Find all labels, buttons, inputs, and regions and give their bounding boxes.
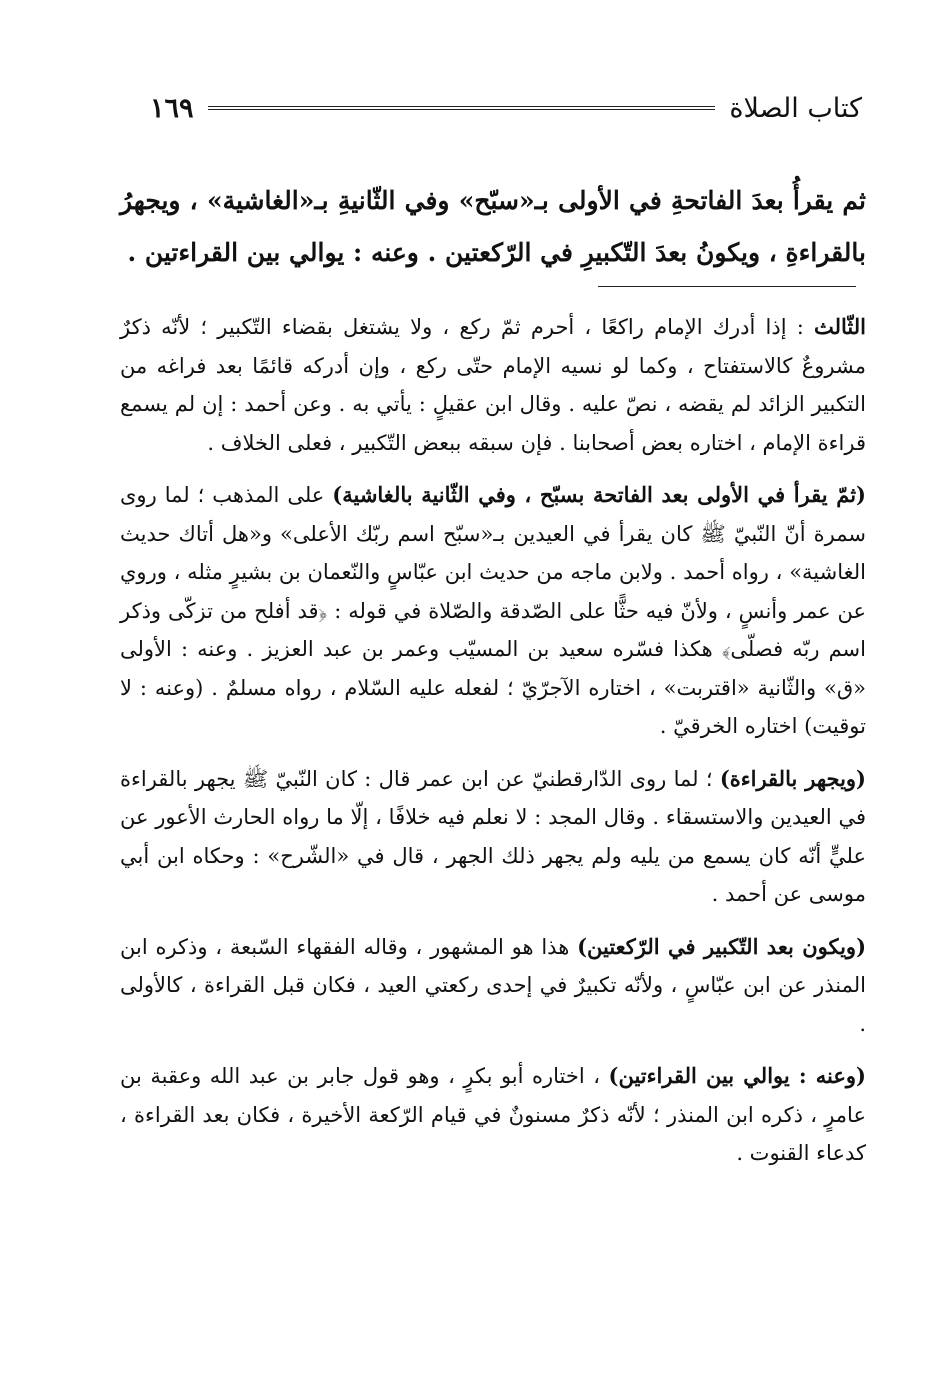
commentary-paragraph xyxy=(120,308,866,462)
paragraph-lead: الثّالث xyxy=(814,314,866,339)
commentary-paragraph xyxy=(120,760,866,914)
paragraph-text: ؛ لما روى الدّارقطنيّ عن ابن عمر قال : كان النّبيّ ﷺ يجهر بالقراءة في العيدين والاستسقاء . وقال المجد : لا نعلم فيه خلافًا ، إلّا ما رواه الحارث الأعور عن عليٍّ أنّه كان يسمع من يليه ولم يجهر ذلك الجهر ، قال في «الشّرح» : وحكاه ابن أبي موسى عن أحمد . xyxy=(120,766,866,906)
running-header xyxy=(150,88,862,128)
commentary-paragraph xyxy=(120,1057,866,1173)
header-rule xyxy=(208,106,716,110)
paragraph-text: على المذهب ؛ لما روى سمرة أنّ النّبيّ ﷺ كان يقرأ في العيدين بـ«سبّح اسم ربّك الأعلى» و«هل أتاك حديث الغاشية» ، رواه أحمد . ولابن ماجه من حديث ابن عبّاسٍ والنّعمان بن بشيرٍ مثله ، وروي عن عمر وأنسٍ ، ولأنّ فيه حثًّا على الصّدقة والصّلاة في قوله : ﴿قد أفلح من تزكّى وذكر اسم ربّه فصلّى﴾ هكذا فسّره سعيد بن المسيّب وعمر بن عبد العزيز . وعنه : الأولى «ق» والثّانية «اقتربت» ، اختاره الآجرّيّ ؛ لفعله عليه السّلام ، رواه مسلمٌ . (وعنه : لا توقيت) اختاره الخرقيّ . xyxy=(120,483,866,738)
paragraph-lead: (ثمّ يقرأ في الأولى بعد الفاتحة بسبّح ، وفي الثّانية بالغاشية) xyxy=(332,482,866,507)
commentary-body xyxy=(120,308,866,1187)
paragraph-text: هذا هو المشهور ، وقاله الفقهاء السّبعة ، وذكره ابن المنذر عن ابن عبّاسٍ ، ولأنّه تكبيرٌ في إحدى ركعتي العيد ، فكان قبل القراءة ، كالأولى . xyxy=(120,934,866,1036)
page-number: ١٦٩ xyxy=(150,92,194,124)
paragraph-lead: (وعنه : يوالي بين القراءتين) xyxy=(608,1063,866,1088)
commentary-paragraph xyxy=(120,928,866,1044)
chapter-title: كتاب الصلاة xyxy=(729,92,862,124)
paragraph-lead: (ويكون بعد التّكبير في الرّكعتين) xyxy=(577,933,867,959)
paragraph-lead: (ويجهر بالقراءة) xyxy=(719,765,866,791)
matn-text: ثم يقرأُ بعدَ الفاتحةِ في الأولى بـ«سبّح» وفي الثّانيةِ بـ«الغاشية» ، ويجهرُ بالقراءةِ ، ويكونُ بعدَ التّكبيرِ في الرّكعتين . وعنه : يوالي بين القراءتين . xyxy=(120,186,866,267)
paragraph-text: ، اختاره أبو بكرٍ ، وهو قول جابر بن عبد الله وعقبة بن عامرٍ ، ذكره ابن المنذر ؛ لأنّه ذكرٌ مسنونٌ في قيام الرّكعة الأخيرة ، فكان بعد القراءة ، كدعاء القنوت . xyxy=(120,1064,866,1165)
paragraph-text: : إذا أدرك الإمام راكعًا ، أحرم ثمّ ركع ، ولا يشتغل بقضاء التّكبير ؛ لأنّه ذكرٌ مشروعٌ كالاستفتاح ، وكما لو نسيه الإمام حتّى ركع ، وإن أدركه قائمًا بعد فراغه من التكبير الزائد لم يقضه ، نصّ عليه . وقال ابن عقيلٍ : يأتي به . وعن أحمد : إن لم يسمع قراءة الإمام ، اختاره بعض أصحابنا . فإن سبقه ببعض التّكبير ، فعلى الخلاف . xyxy=(120,315,866,455)
commentary-paragraph xyxy=(120,476,866,746)
matn-separator-rule xyxy=(598,286,856,287)
